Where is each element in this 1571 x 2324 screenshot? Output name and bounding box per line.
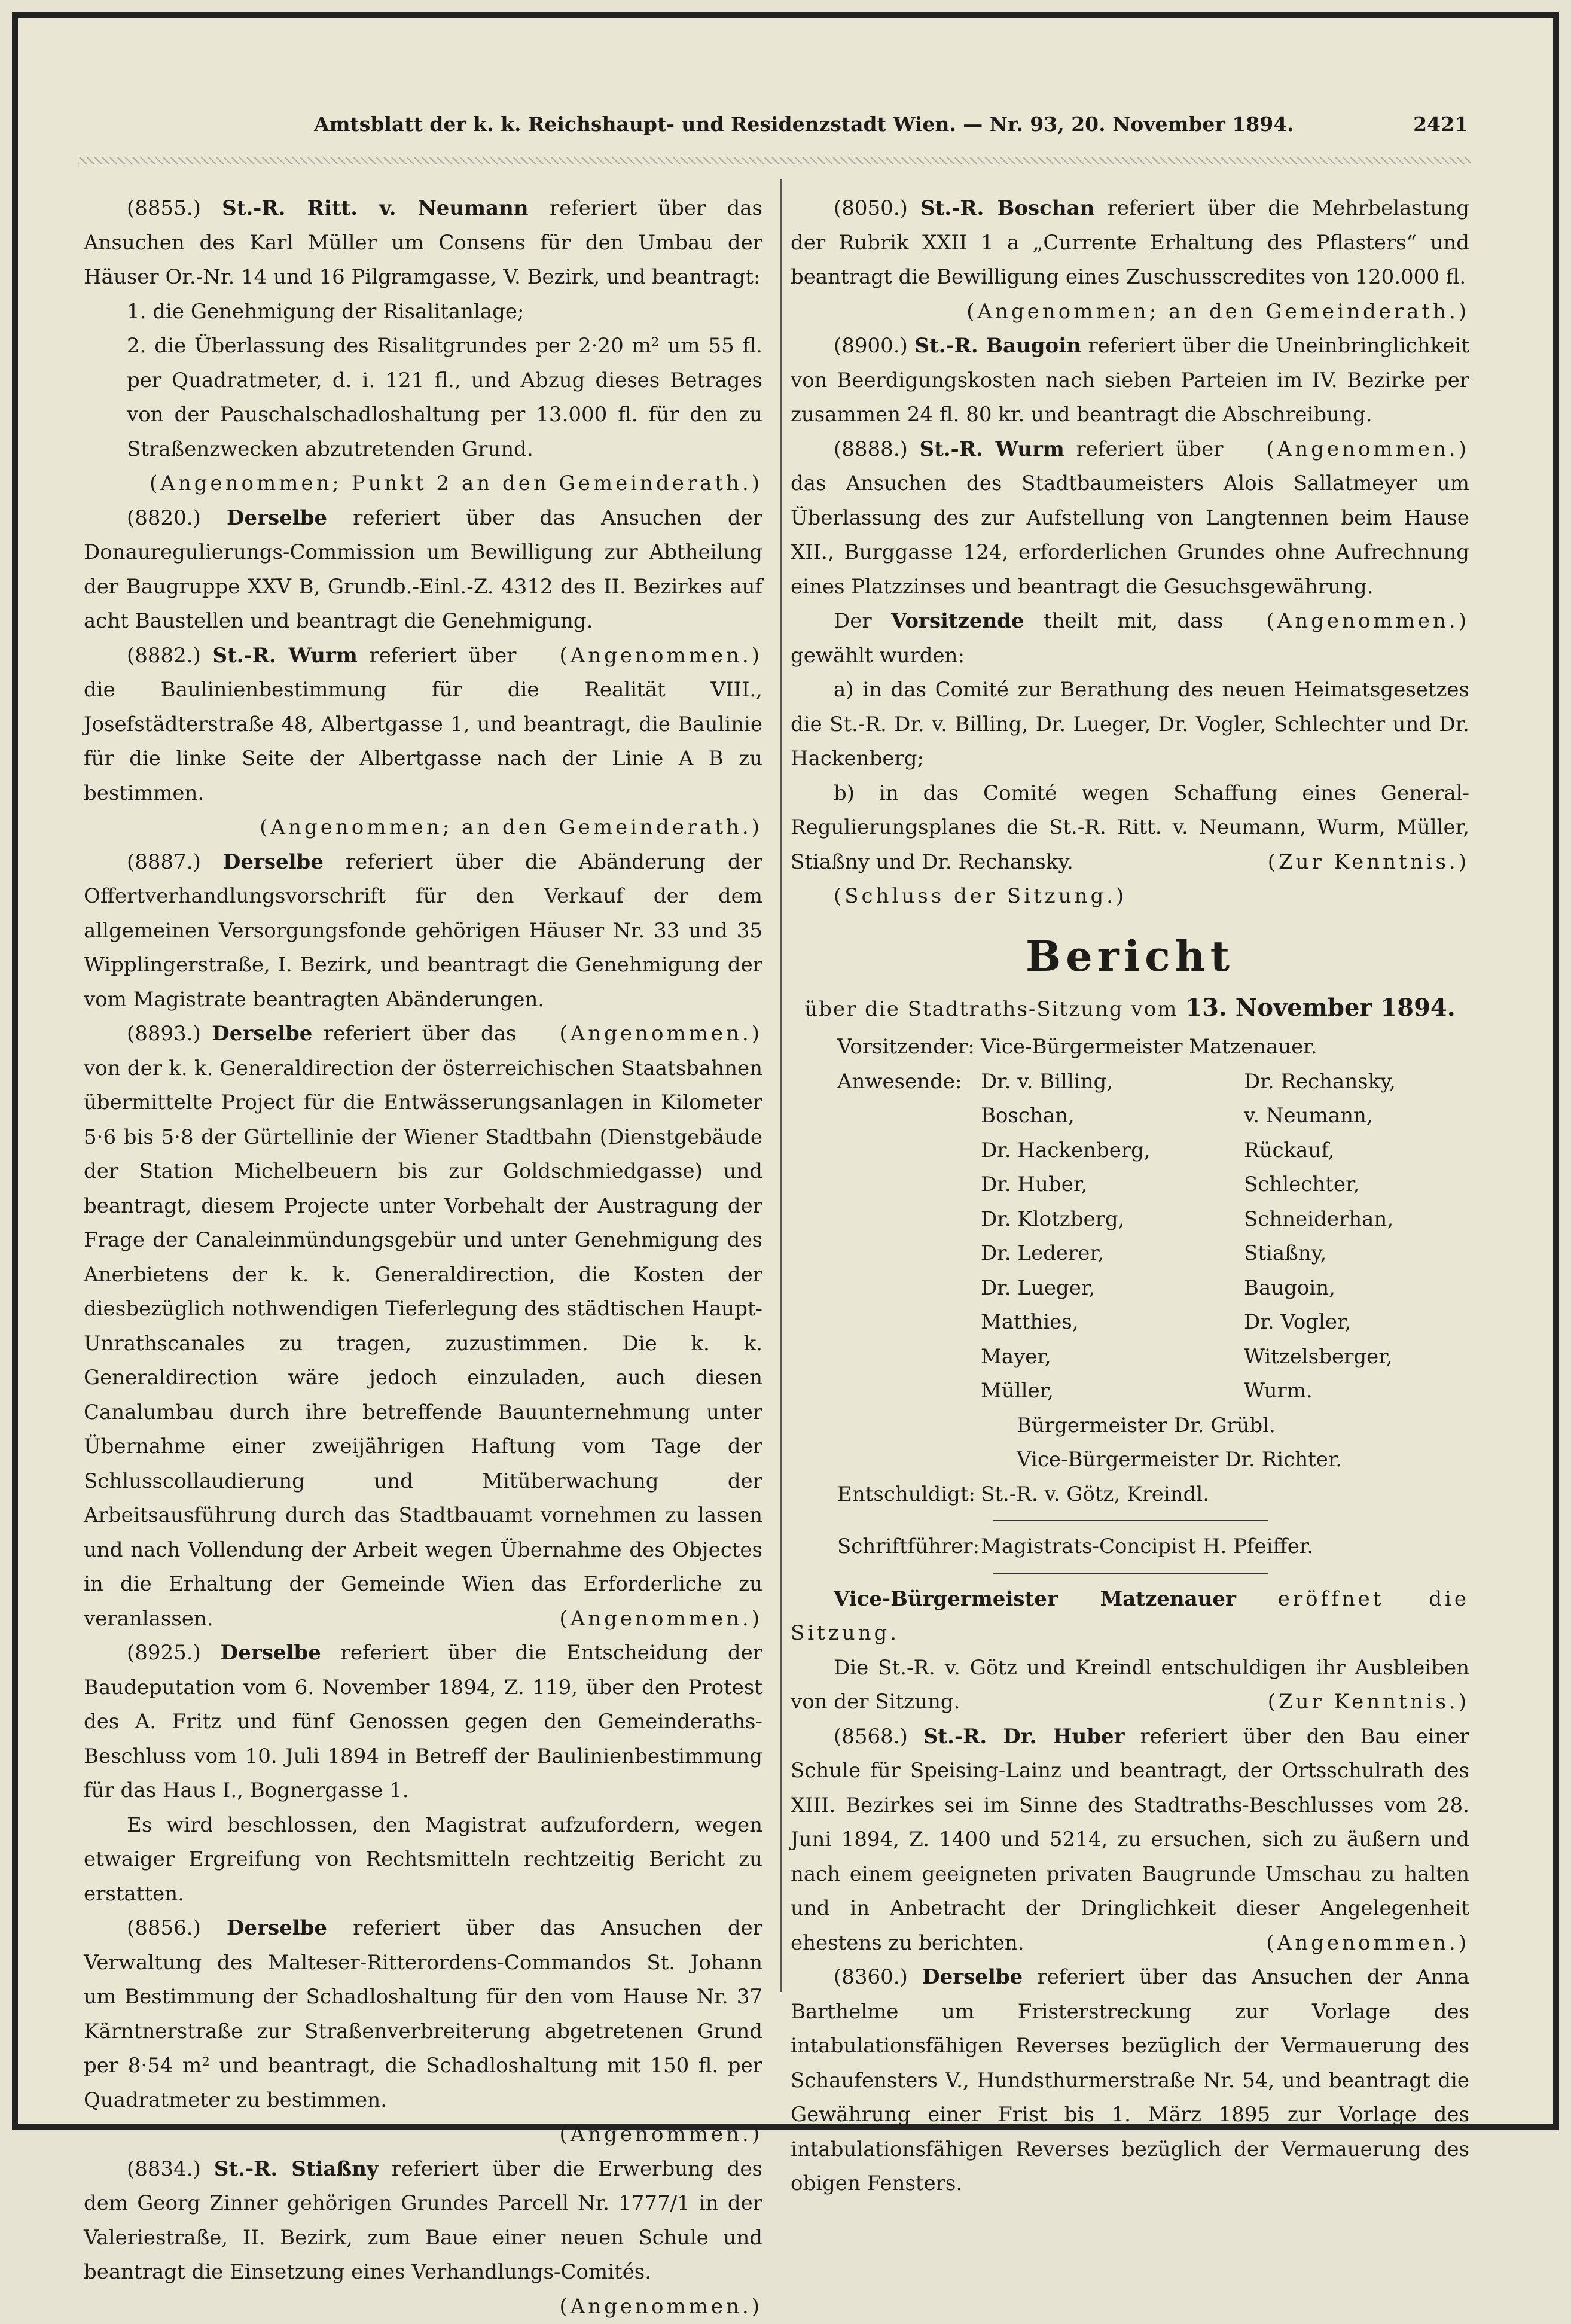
secretary-name: Magistrats-Concipist H. Pfeiffer. — [981, 1530, 1495, 1564]
entry-8568: (8568.) St.-R. Dr. Huber referiert über den Bau einer Schule für Speising-Lainz und beantragt, der Ortsschulrath des XIII. Bezirkes sei im Sinne des Stadtraths-Beschlusses vom 28. Juni 1894, Z. 1400 und 5214, zu ersuchen, sich zu äußern und nach einem geeigneten privaten Baugrunde Umschau zu halten und in Anbetracht der Dringlichkeit dieser Angelegenheit ehestens zu berichten. (Angenommen.) — [791, 1720, 1469, 1961]
speaker: St.-R. Wurm — [213, 644, 358, 668]
present-member: Dr. v. Billing, — [981, 1065, 1244, 1099]
entry-8887: (8887.) Derselbe referiert über die Abänderung der Offertverhandlungsvorschrift für den Verkauf der dem allgemeinen Versorgungsfonde gehörigen Häuser Nr. 33 und 35 Wipplingerstraße, I. Bezirk, und beantragt die Genehmigung der vom Magistrate beantragten Abänderungen. (Angenommen.) — [84, 845, 762, 1018]
present-member: Schlechter, — [1244, 1168, 1495, 1202]
result: (Angenommen; an den Gemeinderath.) — [791, 295, 1469, 330]
list-item: b) in das Comité wegen Schaffung eines General-Regulierungsplanes die St.-R. Ritt. v. Neumann, Wurm, Müller, Stiaßny und Dr. Rechansky. (Zur Kenntnis.) — [791, 776, 1469, 880]
speaker: St.-R. Wurm — [920, 437, 1064, 461]
result: (Zur Kenntnis.) — [1225, 845, 1469, 880]
right-column — [791, 191, 1469, 2201]
present-member: Dr. Lederer, — [981, 1236, 1244, 1271]
chair-label: Vorsitzender: — [837, 1030, 981, 1065]
result: (Angenommen.) — [84, 2290, 762, 2324]
result: (Zur Kenntnis.) — [1225, 1685, 1469, 1720]
list-item: a) in das Comité zur Berathung des neuen Heimatsgesetzes die St.-R. Dr. v. Billing, Dr. Lueger, Dr. Vogler, Schlechter und Dr. Hackenberg; — [791, 673, 1469, 776]
column-divider — [780, 179, 782, 1992]
present-member: v. Neumann, — [1244, 1099, 1495, 1134]
excuse-statement: Die St.-R. v. Götz und Kreindl entschuldigen ihr Ausbleiben von der Sitzung. (Zur Kenntnis.) — [791, 1651, 1469, 1720]
present-label: Anwesende: — [837, 1065, 981, 1099]
left-column — [84, 191, 762, 2324]
entry-8925: (8925.) Derselbe referiert über die Entscheidung der Baudeputation vom 6. November 1894, Z. 119, über den Protest des A. Fritz und fünf Genossen gegen den Gemeinderaths-Beschluss vom 10. Juli 1894 in Betreff der Baulinienbestimmung für das Haus I., Bognergasse 1. — [84, 1636, 762, 1808]
entry-8820: (8820.) Derselbe referiert über das Ansuchen der Donauregulierungs-Commission um Bewilligung zur Abtheilung der Baugruppe XXV B, Grundb.-Einl.-Z. 4312 des II. Bezirkes auf acht Baustellen und beantragt die Genehmigung. (Angenommen.) — [84, 501, 762, 639]
entry-8893: (8893.) Derselbe referiert über das von der k. k. Generaldirection der österreichischen Staatsbahnen übermittelte Project für die Entwässerungsanlagen in Kilometer 5·6 bis 5·8 der Gürtellinie der Wiener Stadtbahn (Dienstgebäude der Station Michelbeuern bis zur Goldschmiedgasse) und beantragt, diesem Projecte unter Vorbehalt der Austragung der Frage der Canaleinmündungsgebür und unter Genehmigung des Anerbietens der k. k. Generaldirection, die Kosten der diesbezüglich nothwendigen Tieferlegung des städtischen Haupt-Unrathscanales zu tragen, zuzustimmen. Die k. k. Generaldirection wäre jedoch einzuladen, auch diesen Canalumbau durch ihre betreffende Bauunternehmung unter Übernahme einer zweijährigen Haftung vom Tage der Schlusscollaudierung und Mitüberwachung der Arbeitsausführung durch das Stadtbauamt vornehmen zu lassen und nach Vollendung der Arbeit wegen Übernahme des Objectes in die Erhaltung der Gemeinde Wien das Erforderliche zu veranlassen. (Angenommen.) — [84, 1017, 762, 1636]
excused-label: Entschuldigt: — [837, 1478, 981, 1512]
present-member: Dr. Vogler, — [1244, 1305, 1495, 1340]
present-member: Müller, — [981, 1374, 1244, 1409]
present-member: Vice-Bürgermeister Dr. Richter. — [981, 1443, 1495, 1478]
page-number: 2421 — [1413, 112, 1468, 136]
excused-names: St.-R. v. Götz, Kreindl. — [981, 1478, 1495, 1512]
speaker: St.-R. Boschan — [920, 196, 1094, 220]
result: (Angenommen.) — [516, 639, 762, 674]
header-wavy-rule — [78, 157, 1471, 164]
present-member: Stiaßny, — [1244, 1236, 1495, 1271]
present-member: Wurm. — [1244, 1374, 1495, 1409]
entry-8834: (8834.) St.-R. Stiaßny referiert über die Erwerbung des dem Georg Zinner gehörigen Grundes Parcell Nr. 1777/1 in der Valeriestraße, II. Bezirk, zum Baue einer neuen Schule und beantragt die Einsetzung eines Verhandlungs-Comités. — [84, 2152, 762, 2290]
secretary-label: Schriftführer: — [837, 1530, 981, 1564]
result: (Angenommen.) — [516, 1602, 762, 1637]
present-member: Schneiderhan, — [1244, 1202, 1495, 1237]
opening-statement: Vice-Bürgermeister Matzenauer eröffnet die Sitzung. — [791, 1582, 1469, 1651]
closing-note: (Schluss der Sitzung.) — [791, 879, 1469, 914]
entry-8900: (8900.) St.-R. Baugoin referiert über die Uneinbringlichkeit von Beerdigungskosten nach sieben Parteien im IV. Bezirke per zusammen 24 fl. 80 kr. und beantragt die Abschreibung. (Angenommen.) — [791, 329, 1469, 432]
header-title: Amtsblatt der k. k. Reichshaupt- und Residenzstadt Wien. — Nr. 93, 20. November 1894. — [314, 112, 1294, 136]
result: (Angenommen.) — [1223, 1926, 1469, 1961]
divider-rule — [993, 1520, 1268, 1521]
section-heading: Bericht — [791, 930, 1469, 983]
entry-8855: (8855.) St.-R. Ritt. v. Neumann referiert über das Ansuchen des Karl Müller um Consens für den Umbau der Häuser Or.-Nr. 14 und 16 Pilgramgasse, V. Bezirk, und beantragt: — [84, 191, 762, 295]
section-subheading: über die Stadtraths-Sitzung vom 13. November 1894. — [791, 991, 1469, 1027]
present-member: Dr. Huber, — [981, 1168, 1244, 1202]
present-member: Witzelsberger, — [1244, 1340, 1495, 1375]
entry-8050: (8050.) St.-R. Boschan referiert über die Mehrbelastung der Rubrik XXII 1 a „Currente Erhaltung des Pflasters“ und beantragt die Bewilligung eines Zuschusscredites von 120.000 fl. — [791, 191, 1469, 295]
result: (Angenommen; Punkt 2 an den Gemeinderath.) — [84, 467, 762, 501]
entry-8856: (8856.) Derselbe referiert über das Ansuchen der Verwaltung des Malteser-Ritterordens-Commandos St. Johann um Bestimmung der Schadloshaltung für den vom Hause Nr. 37 Kärntnerstraße zur Straßenverbreiterung abgetretenen Grund per 8·54 m² und beantragt, die Schadloshaltung mit 150 fl. per Quadratmeter zu bestimmen. — [84, 1911, 762, 2118]
result: (Angenommen.) — [516, 1017, 762, 1052]
speaker: St.-R. Baugoin — [914, 334, 1081, 358]
result: (Angenommen.) — [1223, 432, 1469, 467]
attendance-list — [837, 1030, 1469, 1512]
speaker: Derselbe — [223, 850, 324, 874]
speaker: Vorsitzende — [891, 609, 1024, 633]
speaker: Derselbe — [221, 1641, 321, 1665]
present-member: Baugoin, — [1244, 1271, 1495, 1306]
speaker: Derselbe — [212, 1022, 312, 1046]
present-member: Dr. Hackenberg, — [981, 1134, 1244, 1168]
present-member: Rückauf, — [1244, 1134, 1495, 1168]
speaker: Derselbe — [922, 1965, 1023, 1989]
list-item: 1. die Genehmigung der Risalitanlage; — [84, 295, 762, 330]
chair-announcement: Der Vorsitzende theilt mit, dass gewählt wurden: — [791, 604, 1469, 673]
speaker: St.-R. Stiaßny — [214, 2157, 379, 2181]
list-item: 2. die Überlassung des Risalitgrundes per 2·20 m² um 55 fl. per Quadratmeter, d. i. 121 fl., und Abzug dieses Betrages von der Pauschalschadloshaltung per 13.000 fl. für den zu Straßenzwecken abzutretenden Grund. — [84, 329, 762, 467]
entry-8360: (8360.) Derselbe referiert über das Ansuchen der Anna Barthelme um Fristerstreckung zur Vorlage des intabulationsfähigen Reverses bezüglich der Vermauerung des Schaufensters V., Hundsthurmerstraße Nr. 54, und beantragt die Gewährung einer Frist bis 1. März 1895 zur Vorlage des intabulationsfähigen Reverses bezüglich der Vermauerung des obigen Fensters. — [791, 1960, 1469, 2201]
paragraph: Es wird beschlossen, den Magistrat aufzufordern, wegen etwaiger Ergreifung von Rechtsmitteln rechtzeitig Bericht zu erstatten. — [84, 1808, 762, 1912]
chair-name: Vice-Bürgermeister Matzenauer. — [981, 1030, 1495, 1065]
page-header — [314, 109, 1468, 139]
speaker: St.-R. Dr. Huber — [923, 1725, 1125, 1749]
present-member: Mayer, — [981, 1340, 1244, 1375]
speaker: Vice-Bürgermeister Matzenauer — [834, 1587, 1236, 1611]
result: (Angenommen.) — [1223, 604, 1469, 639]
present-member: Bürgermeister Dr. Grübl. — [981, 1409, 1495, 1443]
entry-8888: (8888.) St.-R. Wurm referiert über das Ansuchen des Stadtbaumeisters Alois Sallatmeyer um Überlassung des zur Aufstellung von Langtennen beim Hause XII., Burggasse 124, erforderlichen Grundes ohne Aufrechnung eines Platzzinses und beantragt die Gesuchsgewährung. (Angenommen.) — [791, 432, 1469, 605]
present-member: Boschan, — [981, 1099, 1244, 1134]
speaker: Derselbe — [227, 506, 327, 530]
result: (Angenommen; an den Gemeinderath.) — [84, 811, 762, 845]
result: (Angenommen.) — [84, 2118, 762, 2152]
present-member: Dr. Klotzberg, — [981, 1202, 1244, 1237]
divider-rule — [993, 1573, 1268, 1574]
present-member: Dr. Rechansky, — [1244, 1065, 1495, 1099]
present-member: Dr. Lueger, — [981, 1271, 1244, 1306]
present-member: Matthies, — [981, 1305, 1244, 1340]
entry-8882: (8882.) St.-R. Wurm referiert über die Baulinienbestimmung für die Realität VIII., Josefstädterstraße 48, Albertgasse 1, und beantragt, die Baulinie für die linke Seite der Albertgasse nach der Linie A B zu bestimmen. — [84, 639, 762, 811]
speaker: St.-R. Ritt. v. Neumann — [222, 196, 529, 220]
secretary-line — [837, 1530, 1469, 1564]
speaker: Derselbe — [227, 1916, 327, 1940]
